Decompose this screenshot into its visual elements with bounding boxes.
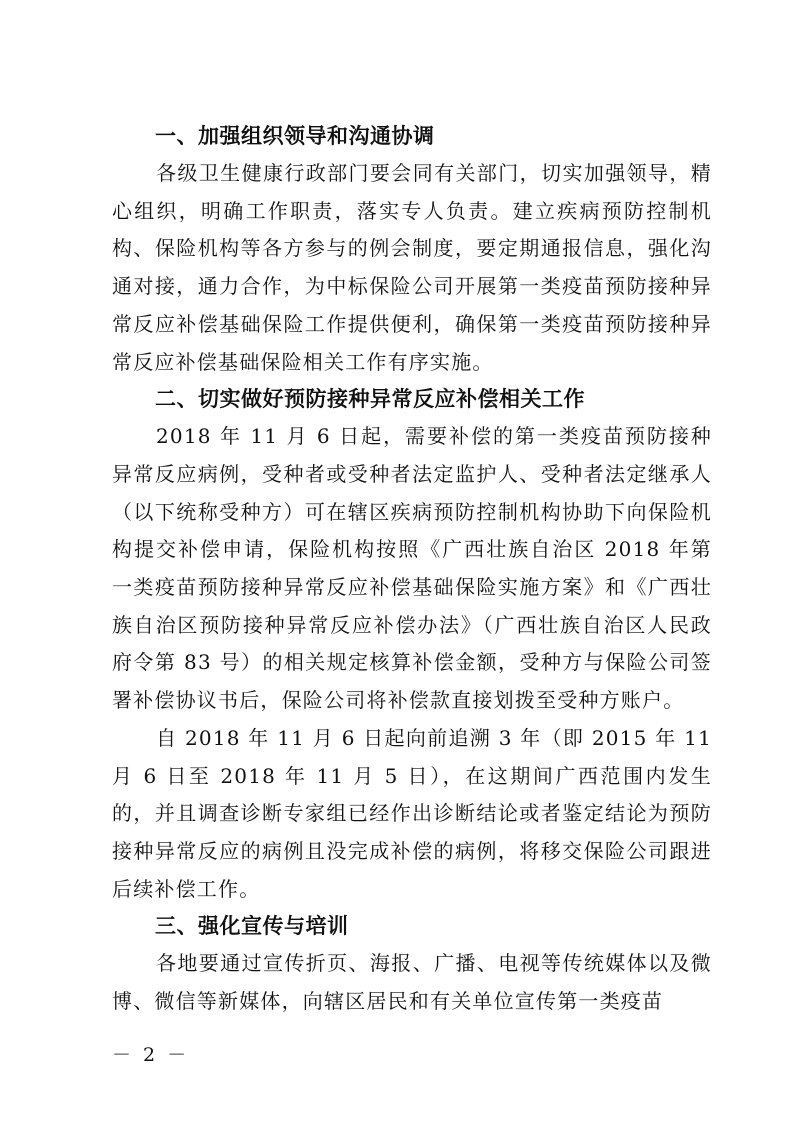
section-1-paragraph-1: 各级卫生健康行政部门要会同有关部门，切实加强领导，精心组织，明确工作职责，落实专人负责。建立疾病预防控制机构、保险机构等各方参与的例会制度，要定期通报信息，强化沟通对接，通力合作，为中标保险公司开展第一类疫苗预防接种异常反应补偿基础保险工作提供便利，确保第一类疫苗预防接种异常反应补偿基础保险相关工作有序实施。 <box>112 161 712 374</box>
section-heading-2: 二、切实做好预防接种异常反应补偿相关工作 <box>155 387 585 412</box>
section-heading-3: 三、强化宣传与培训 <box>155 914 349 939</box>
section-2-paragraph-1: 2018 年 11 月 6 日起，需要补偿的第一类疫苗预防接种异常反应病例，受种者或受种者法定监护人、受种者法定继承人（以下统称受种方）可在辖区疾病预防控制机构协助下向保险机构提交补偿申请，保险机构按照《广西壮族自治区 2018 年第一类疫苗预防接种异常反应补偿基础保险实施方案》和《广西壮族自治区预防接种异常反应补偿办法》（广西壮族自治区人民政府令第 83 号）的相关规定核算补偿金额，受种方与保险公司签署补偿协议书后，保险公司将补偿款直接划拨至受种方账户。 <box>112 424 712 713</box>
section-3-paragraph-1: 各地要通过宣传折页、海报、广播、电视等传统媒体以及微博、微信等新媒体，向辖区居民和有关单位宣传第一类疫苗 <box>112 951 712 1014</box>
page-number: － 2 － <box>112 1044 190 1066</box>
section-2-paragraph-2: 自 2018 年 11 月 6 日起向前追溯 3 年（即 2015 年 11 月 6 日至 2018 年 11 月 5 日），在这期间广西范围内发生的，并且调查诊断专家组已经作出诊断结论或者鉴定结论为预防接种异常反应的病例且没完成补偿的病例，将移交保险公司跟进后续补偿工作。 <box>112 725 712 901</box>
document-body <box>112 118 712 1021</box>
section-heading-1: 一、加强组织领导和沟通协调 <box>155 124 435 148</box>
